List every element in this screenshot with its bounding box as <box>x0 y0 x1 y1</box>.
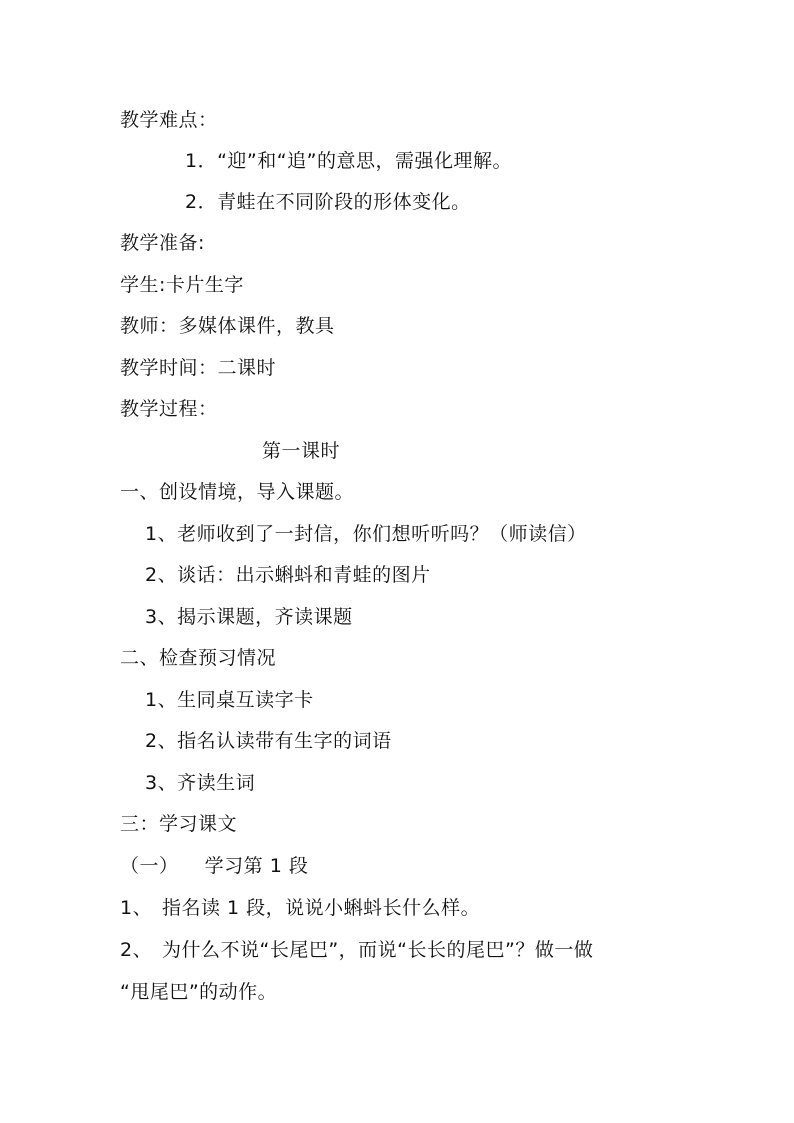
section-heading: 二、检查预习情况 <box>120 647 277 669</box>
prep-heading: 教学准备: <box>120 232 205 254</box>
lesson-title: 第一课时 <box>262 440 341 462</box>
section-heading: 三：学习课文 <box>120 813 238 835</box>
continuation-text: “甩尾巴”的动作。 <box>120 981 278 1003</box>
prep-students: 学生:卡片生字 <box>120 274 244 296</box>
difficulty-item: 2．青蛙在不同阶段的形体变化。 <box>185 191 471 213</box>
list-item: 2、谈话：出示蝌蚪和青蛙的图片 <box>145 564 431 586</box>
prep-teacher: 教师：多媒体课件，教具 <box>120 315 335 337</box>
item-number: 1、 <box>120 897 153 919</box>
difficulty-item: 1．“迎”和“追”的意思，需强化理解。 <box>185 150 512 172</box>
item-text: 为什么不说“长尾巴”，而说“长长的尾巴”？做一做 <box>162 939 594 961</box>
item-text: 指名读 1 段，说说小蝌蚪长什么样。 <box>162 897 481 919</box>
list-item <box>120 895 480 921</box>
sub-heading: （一） 学习第 1 段 <box>120 855 309 877</box>
list-item: 3、揭示课题，齐读课题 <box>145 606 353 628</box>
difficulty-heading: 教学难点： <box>120 109 218 131</box>
item-number: 2、 <box>120 939 153 961</box>
list-item: 3、齐读生词 <box>145 772 256 794</box>
list-item: 2、指名认读带有生字的词语 <box>145 730 392 752</box>
list-item: 1、老师收到了一封信，你们想听听吗？（师读信） <box>145 523 587 545</box>
process-heading: 教学过程： <box>120 398 218 420</box>
list-item <box>120 937 593 963</box>
time-line: 教学时间：二课时 <box>120 357 277 379</box>
section-heading: 一、创设情境，导入课题。 <box>120 481 355 503</box>
list-item: 1、生同桌互读字卡 <box>145 689 314 711</box>
